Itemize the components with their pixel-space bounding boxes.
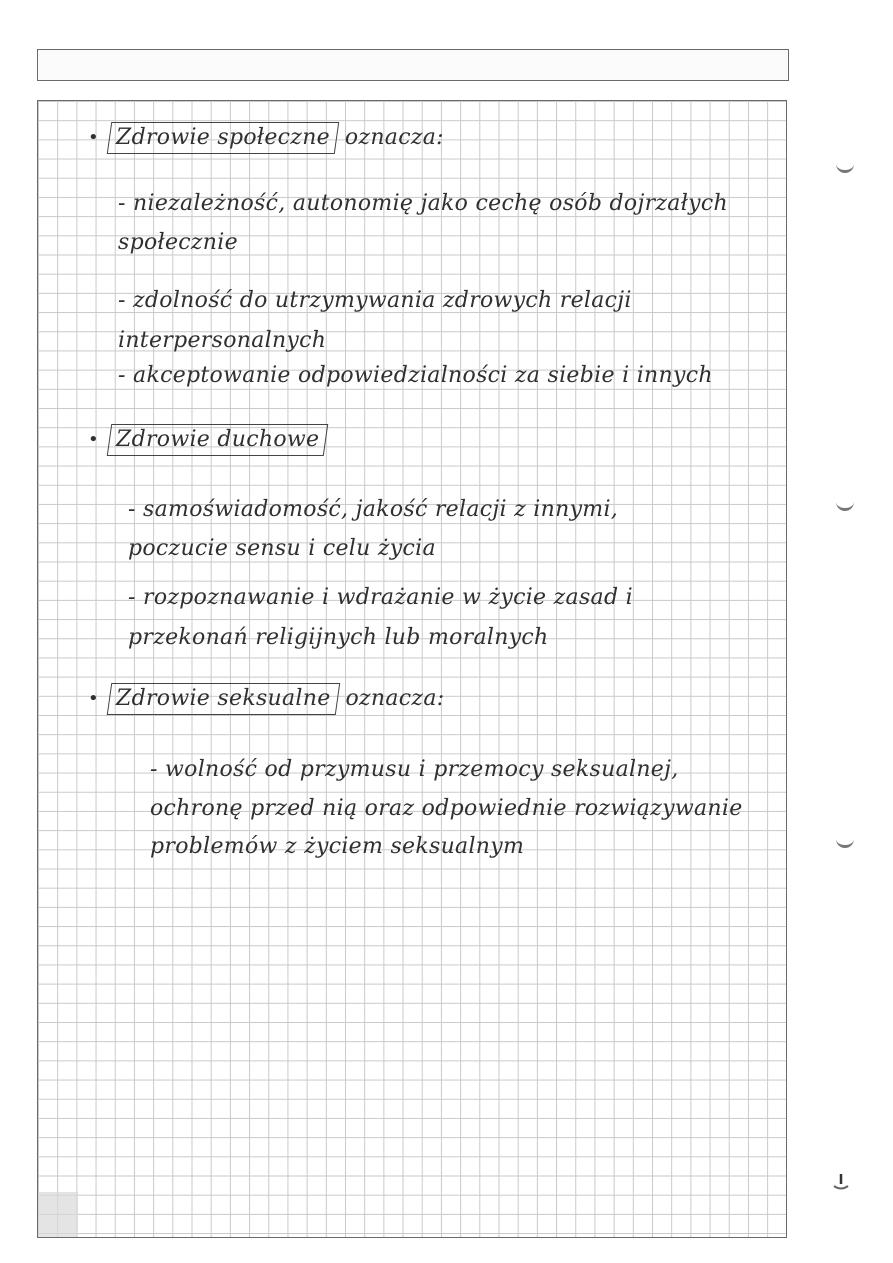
section-item: społecznie bbox=[118, 230, 238, 255]
section-heading-seksualne bbox=[88, 683, 444, 715]
section-title: Zdrowie duchowe bbox=[115, 427, 320, 452]
binder-hole-icon bbox=[836, 498, 854, 511]
section-item: problemów z życiem seksualnym bbox=[150, 834, 525, 859]
section-item: - akceptowanie odpowiedzialności za siebie i innych bbox=[118, 363, 713, 388]
section-title: Zdrowie seksualne bbox=[115, 686, 331, 711]
section-title-box bbox=[107, 122, 339, 154]
binder-hole-icon bbox=[836, 835, 854, 848]
section-title: Zdrowie społeczne bbox=[115, 125, 330, 150]
section-title-box bbox=[107, 424, 329, 456]
section-item: interpersonalnych bbox=[118, 328, 327, 353]
section-item: - niezależność, autonomię jako cechę osób dojrzałych bbox=[118, 191, 728, 216]
bullet-icon: • bbox=[88, 429, 99, 450]
section-item: - rozpoznawanie i wdrażanie w życie zasad i bbox=[128, 585, 633, 610]
section-item: - wolność od przymusu i przemocy seksualnej, bbox=[150, 757, 679, 782]
section-suffix: oznacza: bbox=[344, 125, 444, 150]
section-item: - zdolność do utrzymywania zdrowych relacji bbox=[118, 288, 632, 313]
section-item: - samoświadomość, jakość relacji z innymi, bbox=[128, 497, 619, 522]
section-heading-duchowe bbox=[88, 424, 334, 456]
section-heading-spoleczne bbox=[88, 122, 444, 154]
section-item: przekonań religijnych lub moralnych bbox=[128, 625, 549, 650]
pin-icon bbox=[831, 1172, 851, 1192]
section-suffix: oznacza: bbox=[345, 686, 445, 711]
section-item: poczucie sensu i celu życia bbox=[128, 536, 436, 561]
section-item: ochronę przed nią oraz odpowiednie rozwiązywanie bbox=[150, 796, 743, 821]
binder-hole-icon bbox=[836, 160, 854, 173]
grid-paper bbox=[37, 100, 787, 1238]
header-box bbox=[37, 49, 789, 81]
corner-mark bbox=[38, 1192, 78, 1237]
bullet-icon: • bbox=[88, 688, 99, 709]
bullet-icon: • bbox=[88, 127, 99, 148]
section-title-box bbox=[107, 683, 340, 715]
